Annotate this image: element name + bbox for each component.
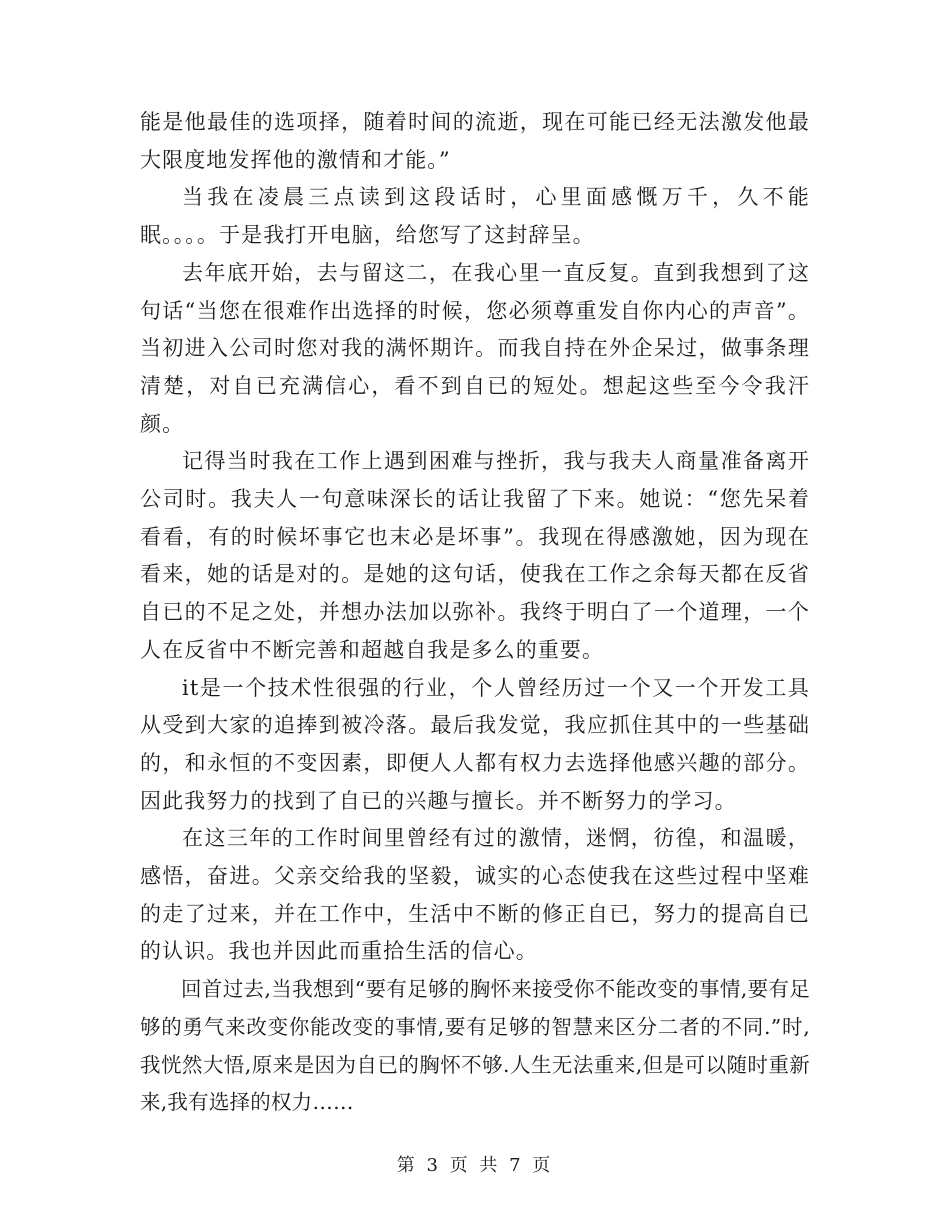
paragraph: 当我在凌晨三点读到这段话时，心里面感慨万千，久不能眠。。。。于是我打开电脑，给您写了这封辞呈。 [140, 185, 810, 248]
paragraph-continuation: 能是他最佳的选项择，随着时间的流逝，现在可能已经无法激发他最大限度地发挥他的激情和才能。” [140, 110, 810, 172]
paragraph: 在这三年的工作时间里曾经有过的激情，迷惘，彷徨，和温暖，感悟，奋进。父亲交给我的坚毅，诚实的心态使我在这些过程中坚难的走了过来，并在工作中，生活中不断的修正自已，努力的提高自已的认识。我也并因此而重拾生活的信心。 [140, 826, 810, 964]
paragraph: 去年底开始，去与留这二，在我心里一直反复。直到我想到了这句话“当您在很难作出选择的时候，您必须尊重发自你内心的声音”。当初进入公司时您对我的满怀期许。而我自持在外企呆过，做事条理清楚，对自已充满信心，看不到自已的短处。想起这些至今令我汗颜。 [140, 260, 810, 436]
page-footer [0, 1151, 950, 1177]
page-number: 第 3 页 共 7 页 [396, 1155, 554, 1176]
document-body [140, 104, 810, 1122]
paragraph: 记得当时我在工作上遇到困难与挫折，我与我夫人商量准备离开公司时。我夫人一句意味深长的话让我留了下来。她说：“您先呆着看看，有的时候坏事它也末必是坏事”。我现在得感激她，因为现在看来，她的话是对的。是她的这句话，使我在工作之余每天都在反省自已的不足之处，并想办法加以弥补。我终于明白了一个道理，一个人在反省中不断完善和超越自我是多么的重要。 [140, 449, 810, 662]
paragraph: 回首过去,当我想到“要有足够的胸怀来接受你不能改变的事情,要有足够的勇气来改变你能改变的事情,要有足够的智慧来区分二者的不同.”时,我恍然大悟,原来是因为自已的胸怀不够.人生无法重来,但是可以随时重新来,我有选择的权力…… [140, 977, 810, 1115]
paragraph: it是一个技术性很强的行业，个人曾经历过一个又一个开发工具从受到大家的追捧到被冷落。最后我发觉，我应抓住其中的一些基础的，和永恒的不变因素，即便人人都有权力去选择他感兴趣的部分。因此我努力的找到了自已的兴趣与擅长。并不断努力的学习。 [140, 675, 810, 813]
